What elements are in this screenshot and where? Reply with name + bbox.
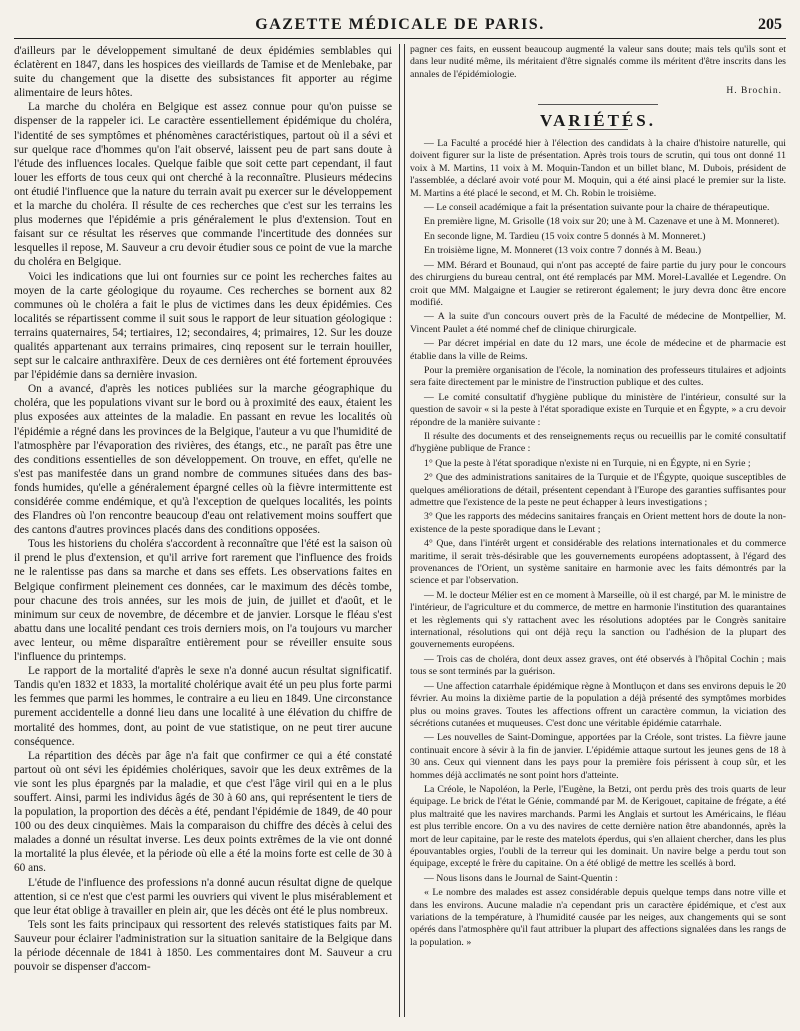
column-divider [399,44,405,1017]
paragraph: d'ailleurs par le développement simultané de deux épidémies semblables qui éclatèrent en 1847, dans les hospices des vieillards de Tamise et de Menlebake, par suite du changement que la disette des subsistances fit apporter au régime alimentaire de leurs hôtes. [14,45,392,100]
paragraph: La marche du choléra en Belgique est assez connue pour qu'on puisse se dispenser de la rappeler ici. Le caractère essentiellement épidémique du choléra, l'identité de ses symptômes et phénomènes caractéristiques, partout où il a sévi et sur quelque race d'hommes qu'on l'ait observé, laissent peu de part sans doute à l'étude des influences locales. Quelque faible que soit cette part cependant, il faut louer les efforts de tous ceux qui ont cherché à la reconnaître. Plusieurs médecins ont étudié l'influence que la nature du terrain avait pu exercer sur le développement et la marche du choléra. Il résulte de ces recherches que c'est sur les terrains les plus modernes que l'épidémie a pris généralement le plus d'extension. Tout en faisant sur ce résultat les réserves que commande l'incertitude des données sur lesquelles il repose, M. Sauveur a cru devoir étudier sous ce point de vue la marche du choléra en Belgique. [14,101,392,269]
news-item: 2° Que des administrations sanitaires de la Turquie et de l'Égypte, quoique susceptibles de quelques améliorations de détail, présentent cependant à l'Europe des garanties suffisantes pour admettre que l'existence de la peste ne peut échapper à leurs investigations ; [410,472,786,508]
paragraph: Tels sont les faits principaux qui ressortent des relevés statistiques faits par M. Sauveur pour éclairer l'administration sur la situation sanitaire de la Belgique dans la période décennale de 1841 à 1850. Les commentaires dont M. Sauveur a cru pouvoir se dispenser d'accom- [14,918,392,974]
news-item: 4° Que, dans l'intérêt urgent et considérable des relations internationales et du commerce maritime, il serait très-désirable que les gouvernements européens adoptassent, à l'égard des provenances de l'Orient, un système sanitaire en harmonie avec les faits démontrés par la science et par l'observation. [410,538,786,587]
news-item: — Trois cas de choléra, dont deux assez graves, ont été observés à l'hôpital Cochin ; mais tous se sont terminés par la guérison. [410,653,786,678]
news-item: — M. le docteur Mélier est en ce moment à Marseille, où il est chargé, par M. le ministre de l'intérieur, de l'agriculture et du commerce, de mettre en harmonie l'institution des quarantaines et les règlements qui s'y rattachent avec les résolutions adoptées par le Congrès sanitaire international, résolutions qui ont déjà reçu la sanction ou l'adhésion de la plupart des gouvernements européens. [410,589,786,651]
page-header [14,14,786,39]
news-item: — Les nouvelles de Saint-Domingue, apportées par la Créole, sont tristes. La fièvre jaune continuait encore à sévir à la fin de janvier. L'épidémie attaque surtout les jeunes gens de 18 à 30 ans. Ceux qui viennent dans les pays pour la première fois périssent à coup sûr, et les hommes déjà acclimatés ne sont point hors d'atteinte. [410,732,786,781]
separator-line [538,104,658,105]
paragraph: Tous les historiens du choléra s'accordent à reconnaître que l'été est la saison où il prend le plus d'extension, et qu'il arrive fort rarement que l'influence des froids ne le ralentisse pas dans sa marche et dans ses effets. Les observations faites en Belgique confirment pleinement ces données, car le maximum des décès tombe, pour chacune des trois années, sur les mois de juin, de juillet et d'août, et le minimum sur ceux de novembre, de décembre et de janvier. Lorsque le fléau s'est abattu dans une localité pendant ces trois derniers mois, on l'a toujours vu marcher avec lenteur, ou même disparaître entièrement pour se réveiller ensuite sous l'influence du printemps. [14,538,392,664]
news-item: 1° Que la peste à l'état sporadique n'existe ni en Turquie, ni en Égypte, ni en Syrie ; [424,457,751,469]
news-item: — Le comité consultatif d'hygiène publique du ministère de l'intérieur, consulté sur la question de savoir « si la peste à l'état sporadique existe en Turquie et en Égypte, » a cru devoir répondre de la manière suivante : [410,391,786,428]
news-item: — Par décret impérial en date du 12 mars, une école de médecine et de pharmacie est établie dans la ville de Reims. [410,338,786,362]
paragraph: La répartition des décès par âge n'a fait que confirmer ce qui a été constaté partout où ont sévi les épidémies cholériques, savoir que les deux extrêmes de la vie sont les plus épargnés par la maladie, et que c'est l'âge viril qui en a le plus souffert. Ainsi, parmi les individus âgés de 30 à 60 ans, qui représentent le tiers de la population, la proportion des décès a été, pendant l'épidémie de 1849, de 40 pour 100 ou des deux cinquièmes. Mais la comparaison du chiffre des décès à celui des malades a donné un résultat inverse. Les deux points extrêmes de la vie ont donné la mortalité la plus élevée, et la période où elle a été la moins forte est celle de 30 à 60 ans. [14,749,392,875]
news-item: — Une affection catarrhale épidémique règne à Montluçon et dans ses environs depuis le 20 février. Au moins la dixième partie de la population a déjà présenté des symptômes morbides plus ou moins graves. Toutes les affections offrent un caractère commun, la viciation des sécrétions cutanées et muqueuses. C'est donc une véritable épidémie catarrhale. [410,680,786,729]
news-item: — A la suite d'un concours ouvert près de la Faculté de médecine de Montpellier, M. Vincent Paulet a été nommé chef de clinique chirurgicale. [410,311,786,335]
news-item: — MM. Bérard et Bounaud, qui n'ont pas accepté de faire partie du jury pour le concours des chirurgiens du bureau central, ont été remplacés par MM. Morel-Lavallée et Legendre. On croit que MM. Malgaigne et Laugier se retireront également; le jury devra donc être encore modifié. [410,259,786,308]
news-item: — Le conseil académique a fait la présentation suivante pour la chaire de thérapeutique. [424,202,770,214]
left-column [14,44,392,1017]
news-item: En troisième ligne, M. Monneret (13 voix contre 7 donnés à M. Beau.) [424,245,701,257]
paragraph: Voici les indications que lui ont fournies sur ce point les recherches faites au moyen de la carte géologique du royaume. Ces recherches se bornent aux 82 communes où le choléra a fait le plus de victimes dans les deux épidémies. Ces localités se répartissent comme il suit sous le rapport de leur situation géologique : terrains quaternaires, 54; tertiaires, 12; secondaires, 4; primaires, 12. Sur les douze qualités appartenant aux terrains primaires, cinq reposent sur le terrain houiller, sept sur le calcaire anthraxifère. Deux de ces dernières ont été fortement éprouvées par l'épidémie dans sa dernière invasion. [14,270,392,382]
paragraph: On a avancé, d'après les notices publiées sur la marche géographique du choléra, que les populations vivant sur le bord ou à proximité des eaux, étaient les plus exposées aux atteintes de la maladie. En passant en revue les localités où l'épidémie a régné dans les provinces de la Belgique, l'auteur a vu que l'humidité de l'atmosphère par l'évaporation des rivières, des étangs, etc., ne paraît pas être une des conditions essentielles de son développement. On trouve, en effet, qu'elle ne s'est pas manifestée dans un grand nombre de communes situées dans des bas-fonds humides, qu'elle a généralement épargné celles où la fièvre intermittente est considérée comme endémique, et qu'à l'exception de quelques localités, les points des Flandres où l'on rencontre beaucoup d'eau ont relativement moins souffert que des cantons d'autres provinces placés dans des conditions opposées. [14,383,392,537]
news-item: En première ligne, M. Grisolle (18 voix sur 20; une à M. Cazenave et une à M. Monneret). [424,216,780,228]
news-item: — Nous lisons dans le Journal de Saint-Quentin : [424,872,618,884]
journal-title: GAZETTE MÉDICALE DE PARIS. [255,16,545,33]
author-signature: H. Brochin. [726,86,782,97]
news-item: La Créole, le Napoléon, la Perle, l'Eugène, la Betzi, ont perdu près des trois quarts de leur équipage. Le brick de l'état le Génie, commandé par M. de Kerigouet, capitaine de frégate, a été plus maltraité que les navires marchands. Parmi les Anglais et surtout les Américains, le fléau est plus terrible encore. On a vu des navires de cette dernière nation être abandonnés, après la mort de leur capitaine, par le reste des matelots éperdus, qui s'en allaient chercher, dans les plus épouvantables orgies, l'oubli de la terreur qui les dominait. Un navire belge a perdu tout son équipage, excepté le frère du capitaine. On a été obligé de mettre les scellés à bord. [410,783,786,870]
news-item: 3° Que les rapports des médecins sanitaires français en Orient mettent hors de doute la non-existence de la peste sporadique dans le Levant ; [410,511,786,535]
paragraph: pagner ces faits, en eussent beaucoup augmenté la valeur sans doute; mais tels qu'ils sont et dans leur nudité même, ils méritaient d'être signalés comme ils méritent d'être inscrits dans les annales de l'épidémiologie. [410,44,786,80]
news-item: En seconde ligne, M. Tardieu (15 voix contre 5 donnés à M. Monneret.) [424,230,706,242]
news-item: Pour la première organisation de l'école, la nomination des professeurs titulaires et adjoints sera faite directement par le ministre de l'instruction publique et des cultes. [410,364,786,389]
section-title: VARIÉTÉS. [540,110,656,130]
paragraph: Le rapport de la mortalité d'après le sexe n'a donné aucun résultat significatif. Tandis qu'en 1832 et 1833, la mortalité cholérique avait été un peu plus forte parmi les femmes que parmi les hommes, le contraire a eu lieu en 1849. Une circonstance purement accidentelle a donné lieu dans une localité à une élévation du chiffre de mortalité des hommes, dont, au point de vue statistique, on ne peut tirer aucune conséquence. [14,665,392,748]
news-item: Il résulte des documents et des renseignements reçus ou recueillis par le comité consultatif d'hygiène publique de France : [410,430,786,455]
right-column [410,44,786,1017]
paragraph: L'étude de l'influence des professions n'a donné aucun résultat digne de quelque attention, si ce n'est que c'est parmi les ouvriers qui vivent le plus misérablement et que leur état oblige à travailler en plein air, que les décès ont été le plus nombreux. [14,876,392,917]
page-number: 205 [758,16,782,33]
news-item: — La Faculté a procédé hier à l'élection des candidats à la chaire d'histoire naturelle, qui doivent figurer sur la liste de présentation. Après trois tours de scrutin, qui tous ont donné 11 voix à M. Martins, 11 voix à M. Moquin-Tandon et un billet blanc, M. Dubois, président de l'assemblée, a déclaré avoir voté pour M. Moquin, qui a été ainsi placé le premier sur la liste. M. Martins a été placé le second, et M. Ch. Robin le troisième. [410,138,786,199]
news-item: « Le nombre des malades est assez considérable depuis quelque temps dans notre ville et dans les environs. Aucune maladie n'a cependant pris un caractère épidémique, et c'est aux variations de la température, à l'humidité causée par les neiges, aux changements qui se sont opérés dans l'atmosphère qu'il faut attribuer la plupart des affections signalées dans les rangs de la population. » [410,887,786,948]
